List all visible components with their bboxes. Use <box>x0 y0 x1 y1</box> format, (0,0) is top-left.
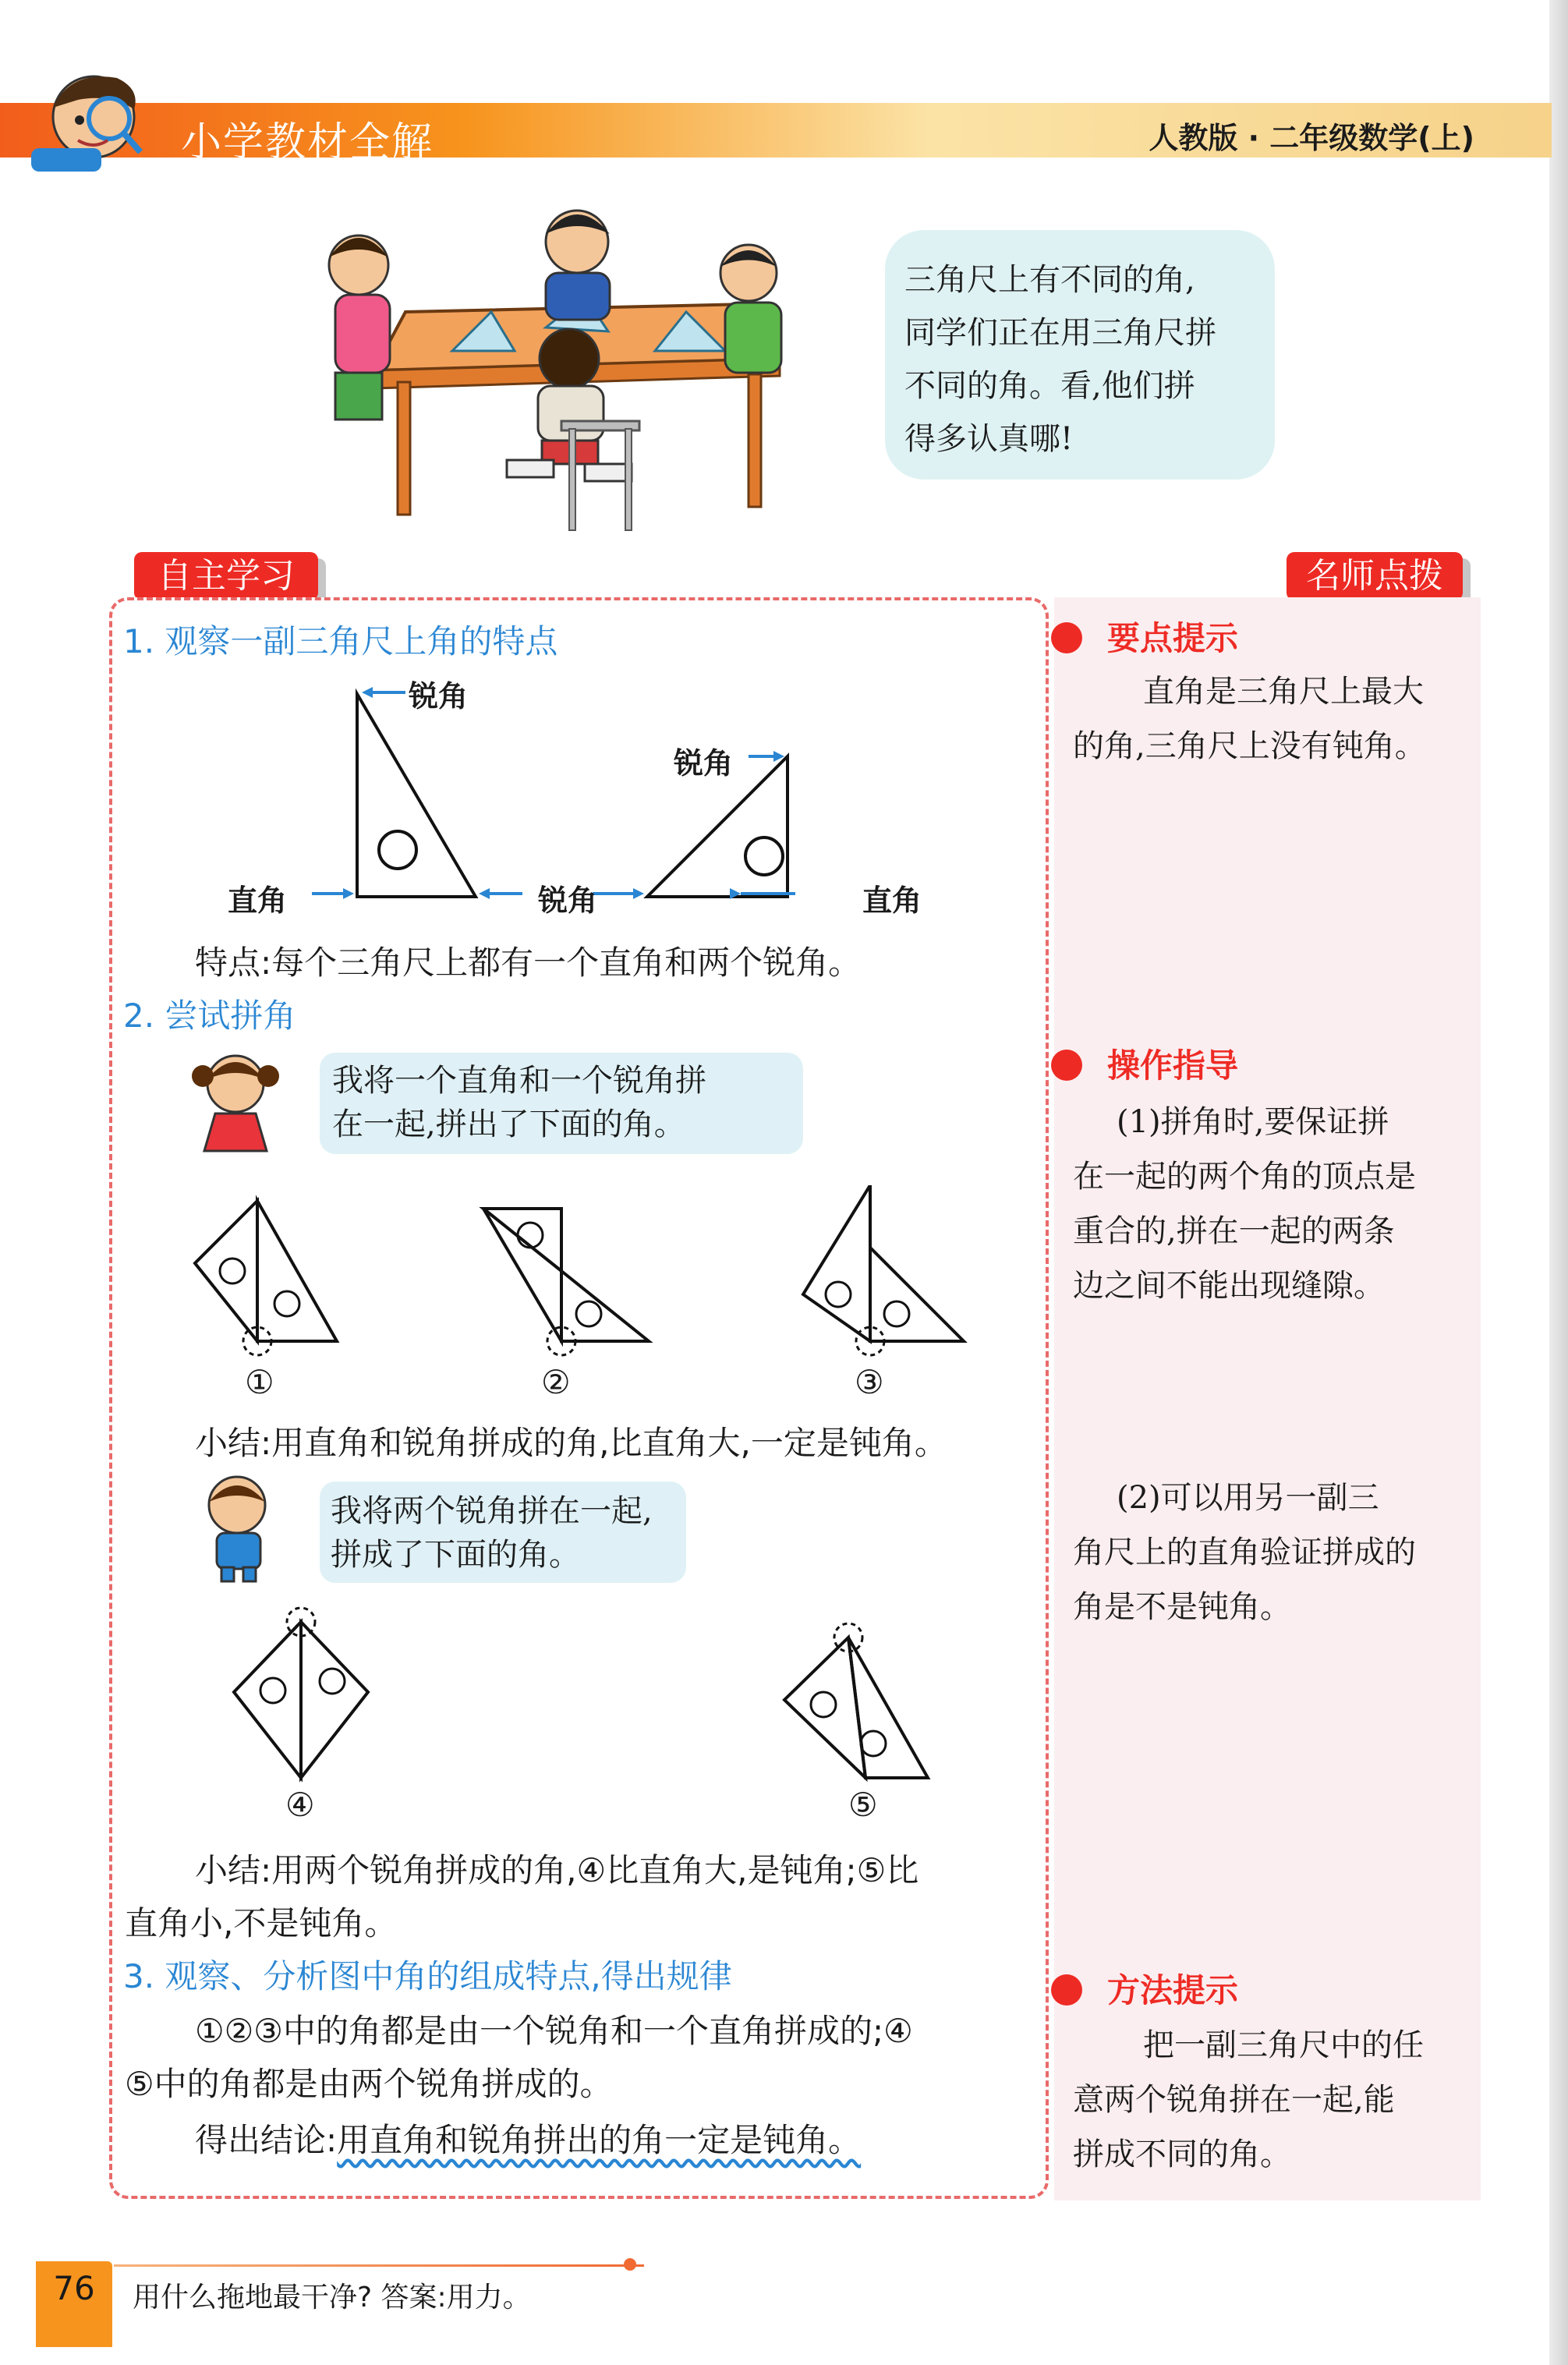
label-right-angle: 直角 <box>862 883 922 918</box>
footer-riddle: 用什么拖地最干净? 答案:用力。 <box>133 2282 531 2314</box>
header-title: 小学教材全解 <box>181 119 434 166</box>
intro-speech-line: 同学们正在用三角尺拼 <box>904 315 1216 351</box>
operation-para1 <box>1073 1095 1494 1313</box>
conclusion-text: 用直角和锐角拼出的角一定是钝角。 <box>337 2121 862 2159</box>
section3-heading: 3. 观察、分析图中角的组成特点,得出规律 <box>123 1957 732 1995</box>
tab-self-study: 自主学习 <box>134 552 318 600</box>
operation-title: 操作指导 <box>1107 1046 1239 1085</box>
header-edition: 人教版 · 二年级数学(上) <box>1149 121 1474 155</box>
figure-label-1: ① <box>245 1363 274 1401</box>
method-line: 把一副三角尺中的任 <box>1143 2027 1424 2063</box>
operation-line: 重合的,拼在一起的两条 <box>1073 1213 1395 1249</box>
girl-speech-text <box>332 1059 706 1146</box>
section3-line2: ⑤中的角都是由两个锐角拼成的。 <box>125 2065 613 2103</box>
conclusion <box>195 2115 861 2161</box>
key-points-title: 要点提示 <box>1107 619 1239 657</box>
figure-label-3: ③ <box>855 1363 884 1401</box>
summary-two-acute-line2: 直角小,不是钝角。 <box>125 1904 398 1942</box>
key-points-line: 直角是三角尺上最大 <box>1143 674 1424 710</box>
label-acute-angle: 锐角 <box>538 883 598 918</box>
key-points-line: 的角,三角尺上没有钝角。 <box>1073 728 1426 764</box>
operation-line: 角尺上的直角验证拼成的 <box>1073 1535 1416 1570</box>
footer-divider <box>114 2264 644 2267</box>
operation-line: 边之间不能出现缝隙。 <box>1073 1268 1385 1304</box>
girl-speech-line: 我将一个直角和一个锐角拼 <box>332 1063 706 1099</box>
page-edge <box>1549 0 1568 2365</box>
bullet-dot-icon <box>1051 1974 1082 2006</box>
operation-line: 角是不是钝角。 <box>1073 1589 1291 1625</box>
intro-speech-line: 不同的角。看,他们拼 <box>904 368 1195 404</box>
intro-speech-text <box>904 253 1271 466</box>
summary-right-acute: 小结:用直角和锐角拼成的角,比直角大,一定是钝角。 <box>195 1424 947 1462</box>
figures-two-acute <box>218 1606 951 1793</box>
label-right-angle: 直角 <box>228 883 288 918</box>
bullet-dot-icon <box>1051 622 1082 653</box>
page-number: 76 <box>53 2269 95 2307</box>
section1-heading: 1. 观察一副三角尺上角的特点 <box>123 622 558 660</box>
intro-speech-line: 三角尺上有不同的角, <box>904 262 1195 298</box>
operation-para2 <box>1073 1471 1494 1634</box>
figure-label-2: ② <box>541 1363 571 1401</box>
bullet-dot-icon <box>1051 1050 1082 1081</box>
method-line: 意两个锐角拼在一起,能 <box>1073 2082 1395 2118</box>
method-text <box>1073 2018 1494 2182</box>
girl-avatar-icon <box>189 1045 282 1154</box>
method-title: 方法提示 <box>1107 1971 1239 2009</box>
figures-right-plus-acute <box>156 1185 1014 1404</box>
footer-dot-icon <box>624 2258 636 2271</box>
intro-speech-line: 得多认真哪! <box>904 421 1074 457</box>
boy-speech-line: 我将两个锐角拼在一起, <box>331 1493 653 1529</box>
feature-text: 特点:每个三角尺上都有一个直角和两个锐角。 <box>195 944 862 982</box>
boy-avatar-icon <box>190 1466 284 1583</box>
figure-label-4: ④ <box>285 1786 315 1824</box>
section3-line1: ①②③中的角都是由一个锐角和一个直角拼成的;④ <box>195 2012 913 2050</box>
label-acute-angle: 锐角 <box>409 678 469 713</box>
operation-line: (2)可以用另一副三 <box>1117 1480 1379 1516</box>
operation-line: (1)拼角时,要保证拼 <box>1117 1104 1389 1140</box>
children-table-illustration <box>312 195 842 538</box>
teacher-tips-sidebar <box>1054 597 1481 2200</box>
figure-label-5: ⑤ <box>848 1786 878 1824</box>
boy-speech-line: 拼成了下面的角。 <box>331 1537 580 1573</box>
summary-two-acute-line1: 小结:用两个锐角拼成的角,④比直角大,是钝角;⑤比 <box>195 1851 919 1889</box>
mascot-icon <box>23 62 164 179</box>
conclusion-label: 得出结论: <box>195 2121 338 2159</box>
label-acute-angle: 锐角 <box>674 745 734 781</box>
boy-speech-text <box>331 1489 653 1577</box>
method-line: 拼成不同的角。 <box>1073 2137 1291 2172</box>
operation-line: 在一起的两个角的顶点是 <box>1073 1159 1416 1195</box>
key-points-text <box>1073 664 1494 774</box>
tab-teacher-tips: 名师点拨 <box>1287 552 1463 600</box>
girl-speech-line: 在一起,拼出了下面的角。 <box>332 1106 685 1142</box>
section2-heading: 2. 尝试拼角 <box>123 997 296 1035</box>
